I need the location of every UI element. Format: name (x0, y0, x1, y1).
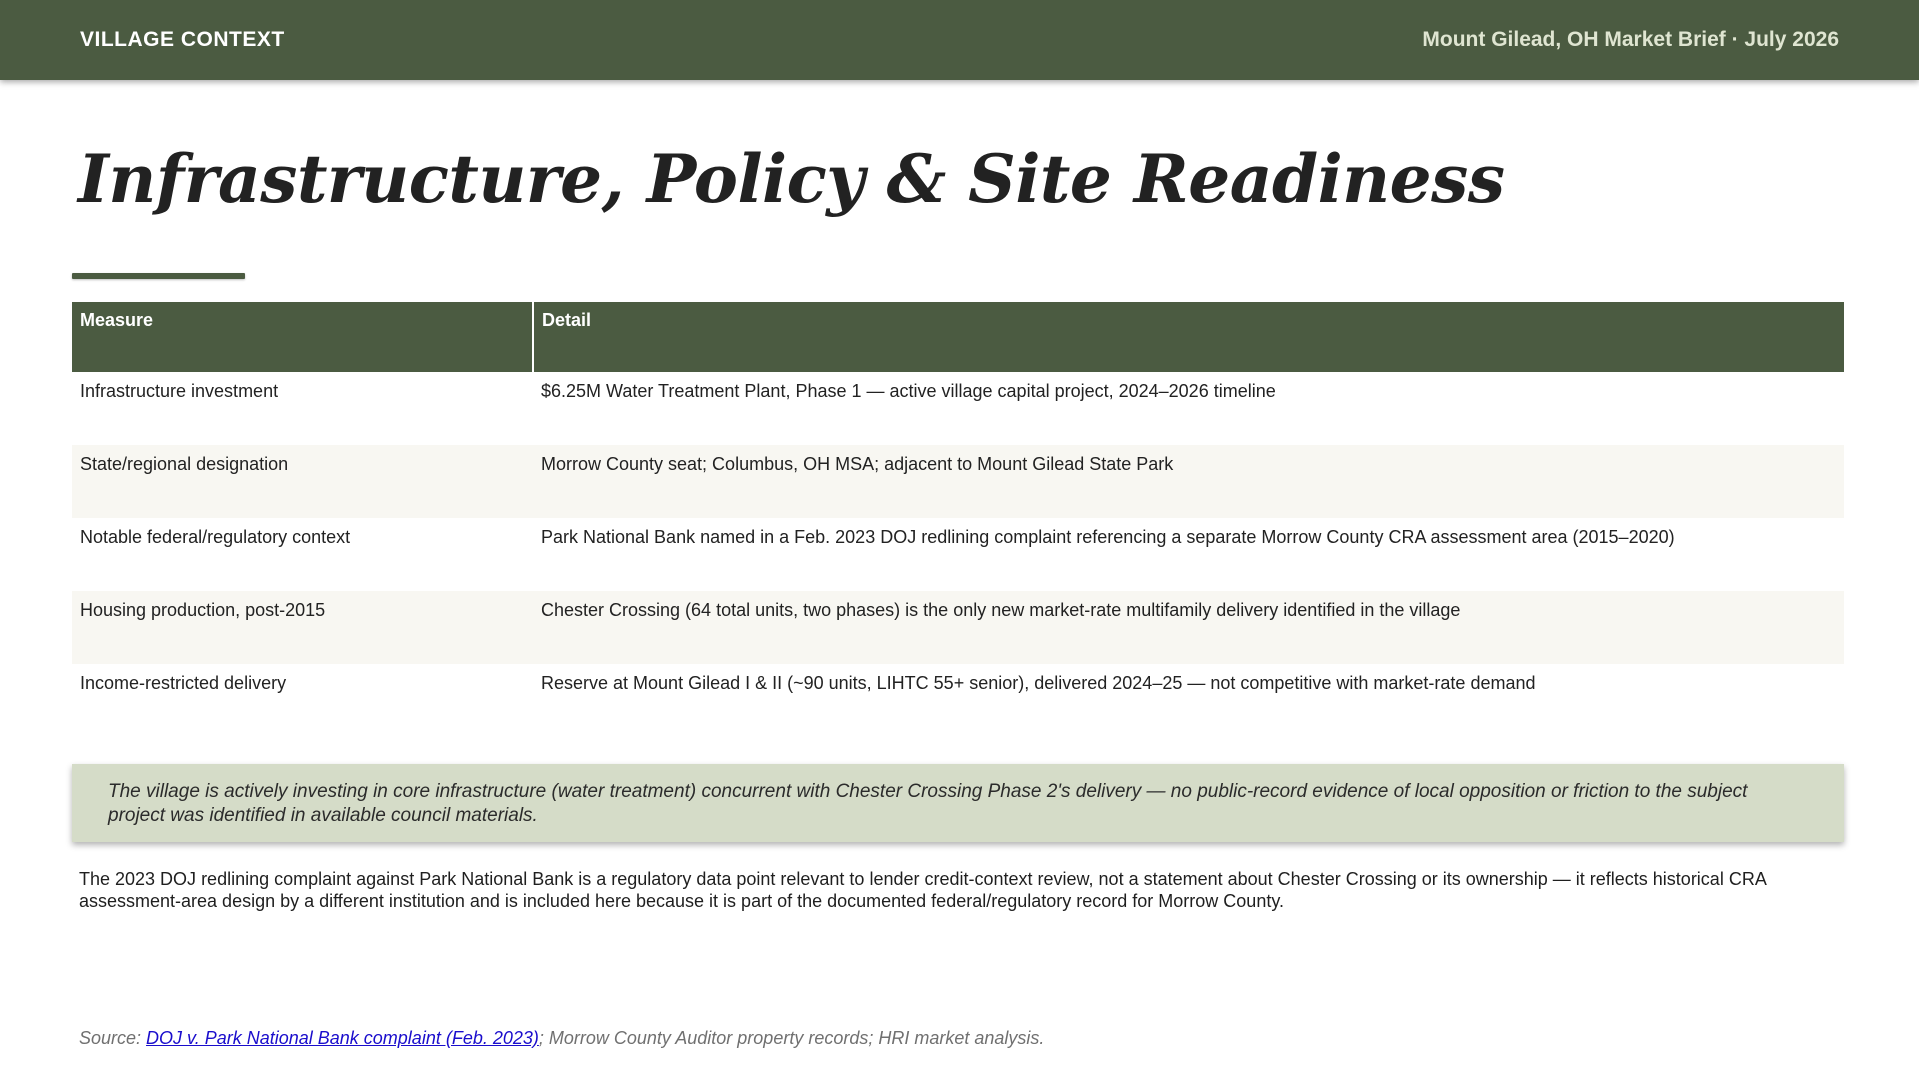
source-prefix: Source: (79, 1028, 147, 1048)
header-bar (0, 0, 1919, 80)
callout-text: The village is actively investing in core infrastructure (water treatment) concurrent with Chester Crossing Phase 2's delivery — no public-record evidence of local opposition or friction to the subject project was identified in available council materials. (108, 781, 1748, 826)
page-title: Infrastructure, Policy & Site Readiness (78, 140, 1505, 218)
brief-title: Mount Gilead, OH Market Brief · July 2026 (1422, 28, 1839, 51)
key-takeaway-callout (72, 764, 1844, 842)
source-link[interactable]: DOJ v. Park National Bank complaint (Feb. 2023) (146, 1028, 539, 1048)
column-header-detail: Detail (533, 302, 1844, 372)
column-header-measure: Measure (72, 302, 533, 372)
table-row (72, 445, 1844, 518)
table-row (72, 372, 1844, 445)
measure-cell: Income-restricted delivery (80, 673, 287, 693)
detail-cell: $6.25M Water Treatment Plant, Phase 1 — active village capital project, 2024–2026 timeline (541, 381, 1276, 401)
measure-cell: State/regional designation (72, 445, 533, 518)
title-accent-rule (72, 273, 245, 279)
measure-cell: Infrastructure investment (80, 381, 279, 401)
readiness-table (72, 302, 1844, 737)
table-row (72, 664, 1844, 737)
detail-cell: Reserve at Mount Gilead I & II (~90 units, LIHTC 55+ senior), delivered 2024–25 — not competitive with market-rate demand (541, 673, 1536, 693)
measure-cell: Notable federal/regulatory context (80, 527, 351, 547)
section-label: VILLAGE CONTEXT (80, 28, 285, 51)
table-row (72, 591, 1844, 664)
detail-cell: Chester Crossing (64 total units, two phases) is the only new market-rate multifamily delivery identified in the village (533, 591, 1844, 664)
source-line (79, 1028, 1044, 1049)
source-suffix: ; Morrow County Auditor property records; HRI market analysis. (538, 1028, 1045, 1048)
detail-cell: Park National Bank named in a Feb. 2023 DOJ redlining complaint referencing a separate Morrow County CRA assessment area (2015–2020) (541, 527, 1675, 547)
context-note: The 2023 DOJ redlining complaint against Park National Bank is a regulatory data point relevant to lender credit-context review, not a statement about Chester Crossing or its ownership — it reflects historical CRA assessment-area design by a different institution and is included here because it is part of the documented federal/regulatory record for Morrow County. (79, 869, 1766, 911)
detail-cell: Morrow County seat; Columbus, OH MSA; adjacent to Mount Gilead State Park (533, 445, 1844, 518)
table-row (72, 518, 1844, 591)
measure-cell: Housing production, post-2015 (72, 591, 533, 664)
table-header-row (72, 302, 1844, 372)
